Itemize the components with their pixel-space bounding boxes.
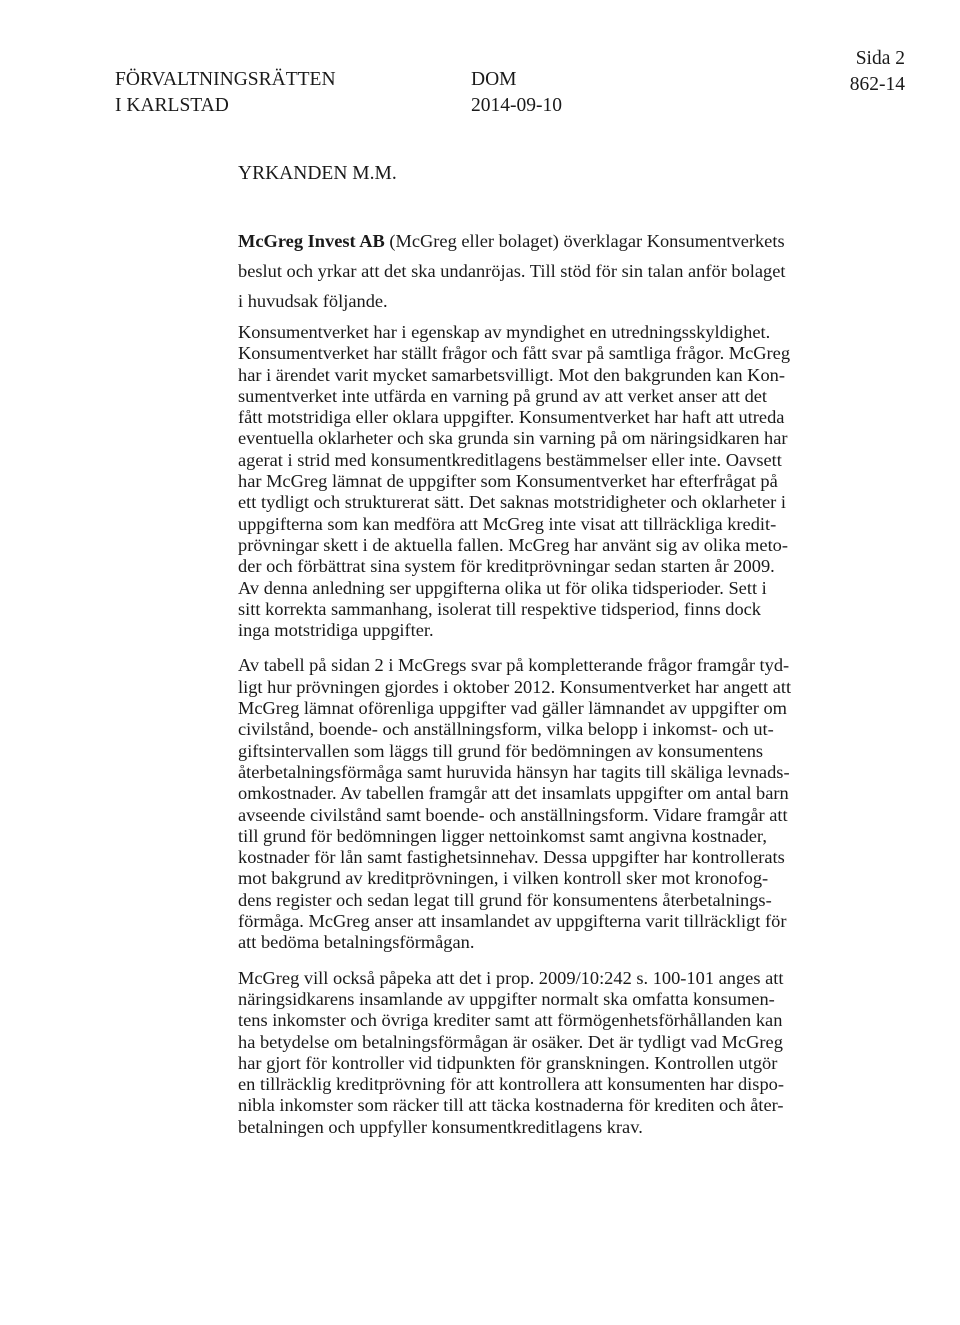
paragraph-line: förmåga. McGreg anser att insamlandet av uppgifterna varit tillräckligt för — [238, 911, 787, 932]
paragraph-line: McGreg vill också påpeka att det i prop. 2009/10:242 s. 100-101 anges att — [238, 967, 784, 988]
intro-line-text: (McGreg eller bolaget) överklagar Konsumentverkets — [384, 231, 785, 251]
paragraph-line: betalningen och uppfyller konsumentkreditlagens krav. — [238, 1116, 643, 1137]
paragraph-line: Av tabell på sidan 2 i McGregs svar på kompletterande frågor framgår tyd- — [238, 655, 790, 676]
paragraph-line: en tillräcklig kreditprövning för att kontrollera att konsumenten har dispo- — [238, 1074, 784, 1095]
court-name-line1: FÖRVALTNINGSRÄTTEN — [115, 69, 336, 90]
court-name-line2: I KARLSTAD — [115, 95, 229, 116]
paragraph-line: prövningar skett i de aktuella fallen. McGreg har använt sig av olika meto- — [238, 534, 789, 555]
paragraph-line: tens inkomster och övriga krediter samt att förmögenhetsförhållanden kan — [238, 1010, 783, 1031]
paragraph-line: uppgifterna som kan medföra att McGreg inte visat att tillräckliga kredit- — [238, 513, 777, 534]
paragraph-line: ligt hur prövningen gjordes i oktober 2012. Konsumentverket har angett att — [238, 676, 792, 697]
document-type-block — [471, 67, 562, 119]
paragraph-line: ha betydelse om betalningsförmågan är osäker. Det är tydligt vad McGreg — [238, 1031, 783, 1052]
paragraph-line: dens register och sedan legat till grund för konsumentens återbetalnings- — [238, 889, 772, 910]
paragraph-line: har McGreg lämnat de uppgifter som Konsumentverket har efterfrågat på — [238, 471, 778, 492]
intro-line: i huvudsak följande. — [238, 291, 388, 311]
party-name: McGreg Invest AB — [238, 231, 385, 251]
paragraph-line: har i ärendet varit mycket samarbetsvilligt. Mot den bakgrunden kan Kon- — [238, 364, 785, 385]
paragraph-line: Av denna anledning ser uppgifterna olika ut för olika tidsperioder. Sett i — [238, 577, 767, 598]
paragraph-line: att bedöma betalningsförmågan. — [238, 932, 475, 953]
paragraph-line: sumentverket inte utfärda en varning på grund av att verket anser att det — [238, 385, 768, 406]
paragraph-line: avseende civilstånd samt boende- och anställningsform. Vidare framgår att — [238, 804, 788, 825]
page-number: Sida 2 — [855, 48, 905, 69]
paragraph-line: har gjort för kontroller vid tidpunkten för granskningen. Kontrollen utgör — [238, 1052, 778, 1073]
paragraph-line: Konsumentverket har ställt frågor och fått svar på samtliga frågor. McGreg — [238, 343, 791, 364]
body-paragraph — [238, 322, 828, 641]
section-heading: YRKANDEN M.M. — [238, 163, 397, 184]
document-date: 2014-09-10 — [471, 95, 562, 116]
page-reference — [850, 46, 905, 98]
paragraph-line: mot bakgrund av kreditprövningen, i vilken kontroll sker mot kronofog- — [238, 868, 769, 889]
paragraph-line: näringsidkarens insamlande av uppgifter normalt ska omfatta konsumen- — [238, 988, 775, 1009]
intro-line: beslut och yrkar att det ska undanröjas. Till stöd för sin talan anför bolaget — [238, 261, 786, 281]
case-number: 862-14 — [849, 74, 905, 95]
paragraph-line: eventuella oklarheter och ska grunda sin varning på om näringsidkaren har — [238, 428, 788, 449]
document-type: DOM — [471, 69, 517, 90]
body-paragraph — [238, 655, 828, 953]
paragraph-line: sitt korrekta sammanhang, isolerat till respektive tidsperiod, finns dock — [238, 598, 761, 619]
paragraph-line: kostnader för lån samt fastighetsinnehav. Dessa uppgifter har kontrollerats — [238, 847, 785, 868]
paragraph-line: agerat i strid med konsumentkreditlagens bestämmelser eller inte. Oavsett — [238, 449, 782, 470]
paragraph-line: ett tydligt och strukturerat sätt. Det saknas motstridigheter och oklarheter i — [238, 492, 786, 513]
paragraph-line: nibla inkomster som räcker till att täcka kostnaderna för krediten och åter- — [238, 1095, 784, 1116]
paragraph-line: McGreg lämnat oförenliga uppgifter vad gäller lämnandet av uppgifter om — [238, 698, 787, 719]
paragraph-line: återbetalningsförmåga samt huruvida hänsyn har tagits till skäliga levnads- — [238, 761, 790, 782]
body-paragraph — [238, 968, 828, 1138]
paragraph-line: omkostnader. Av tabellen framgår att det insamlats uppgifter om antal barn — [238, 783, 789, 804]
court-name — [115, 67, 336, 119]
paragraph-line: fått motstridiga eller oklara uppgifter. Konsumentverket har haft att utreda — [238, 407, 785, 428]
intro-paragraph — [238, 226, 828, 316]
paragraph-line: inga motstridiga uppgifter. — [238, 620, 434, 641]
document-body — [238, 226, 828, 1152]
paragraph-line: giftsintervallen som läggs till grund för bedömningen av konsumentens — [238, 740, 764, 761]
paragraph-line: civilstånd, boende- och anställningsform, vilka belopp i inkomst- och ut- — [238, 719, 774, 740]
argument-paragraphs — [238, 322, 828, 1138]
paragraph-line: der och förbättrat sina system för kreditprövningar sedan starten år 2009. — [238, 556, 775, 577]
paragraph-line: Konsumentverket har i egenskap av myndighet en utredningsskyldighet. — [238, 322, 771, 342]
intro-line — [238, 226, 828, 256]
paragraph-line: till grund för bedömningen ligger nettoinkomst samt angivna kostnader, — [238, 825, 767, 846]
